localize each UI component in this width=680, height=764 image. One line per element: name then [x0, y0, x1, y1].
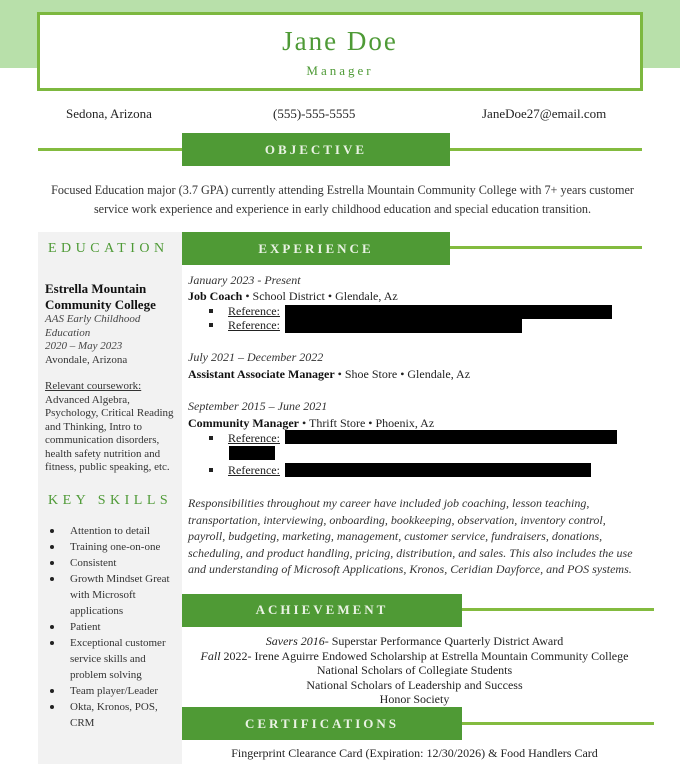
skill-item: Growth Mindset Great with Microsoft applications: [45, 571, 181, 619]
job-position: Assistant Associate Manager: [188, 367, 335, 381]
certifications-text: Fingerprint Clearance Card (Expiration: 12/30/2026) & Food Handlers Card: [231, 746, 598, 760]
skill-item: Exceptional customer service skills and problem solving: [45, 635, 181, 683]
school-name-2: Community College: [45, 297, 156, 312]
certifications-rule: [462, 722, 654, 725]
reference-label: Reference:: [228, 318, 280, 332]
degree-2: Education: [45, 326, 91, 339]
responsibilities-text: Responsibilities throughout my career have included job coaching, lesson teaching, transportation, interviewing, onboarding, bookkeeping, observation, inventory control, payroll, budgeting, marketing, management, customer service, fundraisers, donations, scheduling, and product handling, pricing, distribution, and sales. This also includes the use and understanding of Microsoft Applications, Kronos, Ceridian Dayforce, and POS systems.: [188, 496, 633, 576]
redaction-bar: [285, 319, 522, 333]
skill-item: Patient: [45, 619, 181, 635]
degree-1: AAS Early Childhood: [45, 313, 141, 325]
objective-rule-right: [450, 148, 642, 151]
achievement-item: National Scholars of Leadership and Success: [306, 677, 523, 692]
achievement-item: National Scholars of Collegiate Students: [316, 663, 513, 677]
job-details: • Thrift Store • Phoenix, Az: [299, 416, 435, 430]
job-title-line: [188, 288, 648, 304]
job-position: Community Manager: [188, 416, 299, 430]
objective-text: Focused Education major (3.7 GPA) currently attending Estrella Mountain Community College with 7+ years customer service work experience and experience in early childhood education and special education transition.: [51, 183, 634, 216]
job-details: • Shoe Store • Glendale, Az: [334, 367, 471, 381]
achievement-item: Honor Society: [379, 692, 450, 706]
contact-location: Sedona, Arizona: [66, 106, 152, 121]
school-name-1: Estrella Mountain: [45, 281, 147, 296]
candidate-role: Manager: [306, 63, 374, 78]
certifications-heading: CERTIFICATIONS: [182, 707, 462, 740]
education-block: [45, 281, 181, 475]
skill-item: Training one-on-one: [45, 539, 181, 555]
achievement-item: Fall 2022- Irene Aguirre Endowed Scholarship at Estrella Mountain Community College: [200, 648, 629, 663]
skills-heading: KEY SKILLS: [48, 493, 173, 508]
job-details: • School District • Glendale, Az: [242, 289, 398, 303]
coursework-label: Relevant coursework:: [45, 380, 142, 392]
coursework-text: Advanced Algebra, Psychology, Critical Reading and Thinking, Intro to communication disorders, health safety nutrition and fitness, public speaking, etc.: [45, 393, 174, 473]
contact-phone: (555)-555-5555: [273, 106, 356, 121]
job-dates: January 2023 - Present: [188, 273, 301, 287]
redaction-bar: [285, 430, 617, 444]
education-location: Avondale, Arizona: [45, 353, 128, 366]
achievement-item: Savers 2016- Superstar Performance Quarterly District Award: [265, 634, 564, 648]
job-dates: July 2021 – December 2022: [188, 350, 324, 364]
job-title-line: [188, 366, 648, 382]
redaction-bar: [285, 463, 591, 477]
contact-email: JaneDoe27@email.com: [482, 106, 607, 121]
skill-item: Attention to detail: [45, 523, 181, 539]
reference-label: Reference:: [228, 463, 280, 477]
education-heading: EDUCATION: [48, 241, 169, 256]
achievement-rule: [462, 608, 654, 611]
job-title-line: [188, 415, 648, 431]
skill-item: Team player/Leader: [45, 683, 181, 699]
skill-item: Okta, Kronos, POS, CRM: [45, 699, 181, 731]
achievement-heading: ACHIEVEMENT: [182, 594, 462, 627]
job-position: Job Coach: [188, 289, 243, 303]
objective-rule-left: [38, 148, 182, 151]
skill-item: Consistent: [45, 555, 181, 571]
redaction-bar: [285, 305, 612, 319]
job-dates: September 2015 – June 2021: [188, 399, 328, 413]
reference-label: Reference:: [228, 431, 280, 445]
reference-label: Reference:: [228, 304, 280, 318]
achievement-list: [182, 634, 647, 707]
education-dates: 2020 – May 2023: [45, 340, 123, 352]
experience-heading: EXPERIENCE: [182, 232, 450, 265]
header-box: [37, 12, 643, 91]
redaction-bar: [229, 446, 275, 460]
experience-rule: [450, 246, 642, 249]
objective-heading: OBJECTIVE: [182, 133, 450, 166]
skills-list: [45, 523, 181, 731]
candidate-name: Jane Doe: [282, 26, 398, 56]
job-entry: [188, 349, 648, 382]
